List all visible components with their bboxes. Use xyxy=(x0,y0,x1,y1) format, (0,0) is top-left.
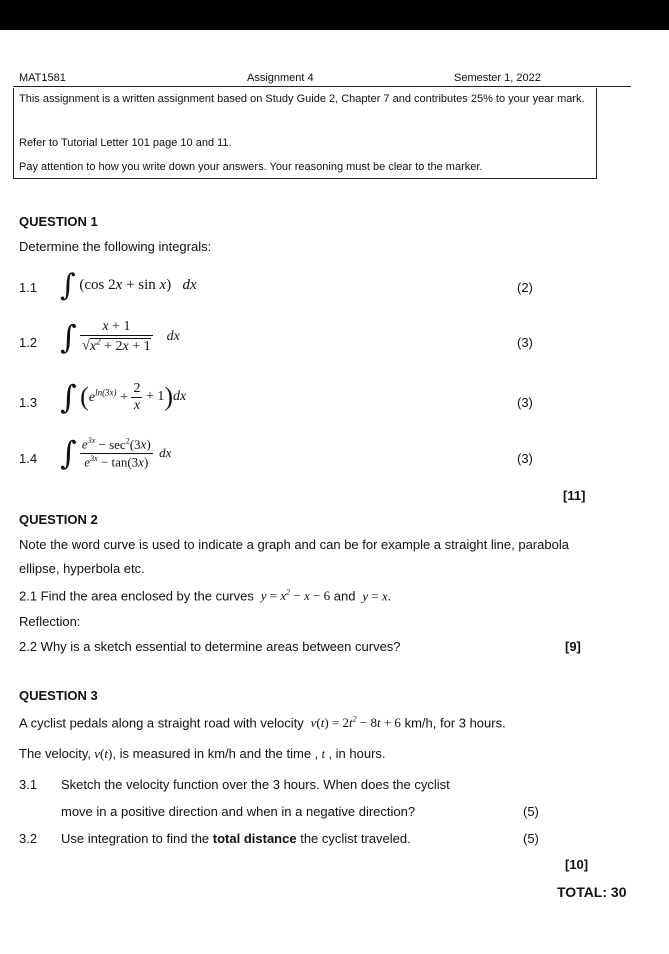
integral-1-4: ∫ $\frac{e^{3x} - \sec^2(3x)}{e^{3x} - \tan(3x)}$ dx xyxy=(60,434,172,472)
item-1-3-number: 1.3 xyxy=(19,395,38,410)
question-2-1-text: 2.1 Find the area enclosed by the curves xyxy=(19,588,254,604)
integral-sign-icon: ∫ xyxy=(60,318,77,356)
item-3-1-marks: (5) xyxy=(523,804,539,819)
question-2-2: 2.2 Why is a sketch essential to determine areas between curves? xyxy=(19,639,401,654)
item-1-1-number: 1.1 xyxy=(19,280,38,295)
question-3-title: QUESTION 3 xyxy=(19,688,98,703)
item-3-2-bold: total distance xyxy=(212,831,297,846)
item-1-2-marks: (3) xyxy=(517,335,533,350)
item-1-1-marks: (2) xyxy=(517,280,533,295)
question-3-total: [10] xyxy=(565,857,589,872)
grand-total: TOTAL: 30 xyxy=(557,884,627,900)
item-3-2-marks: (5) xyxy=(523,831,539,846)
question-2-title: QUESTION 2 xyxy=(19,512,98,527)
instruction-line-1: This assignment is a written assignment based on Study Guide 2, Chapter 7 and contributes 25% to your year mark. xyxy=(19,93,585,105)
question-2-1-and: and xyxy=(333,588,356,604)
assignment-title: Assignment 4 xyxy=(247,72,314,84)
item-1-3-marks: (3) xyxy=(517,395,533,410)
item-3-1-line-1: Sketch the velocity function over the 3 hours. When does the cyclist xyxy=(61,777,450,792)
item-3-2-text xyxy=(61,831,411,846)
semester: Semester 1, 2022 xyxy=(454,72,541,84)
header-rule xyxy=(13,86,631,87)
top-black-bar xyxy=(0,0,669,30)
integral-sign-icon: ∫ xyxy=(60,434,77,472)
integral-1-1: ∫ (cos 2x + sin x) dx xyxy=(60,268,197,303)
velocity-text-b: , is measured in km/h and the time , xyxy=(112,746,319,761)
item-1-4-number: 1.4 xyxy=(19,451,38,466)
question-2-note-line-1: Note the word curve is used to indicate a graph and can be for example a straight line, parabola xyxy=(19,537,569,552)
reflection-label: Reflection: xyxy=(19,614,81,629)
integral-1-2: ∫ $\frac{x + 1}{√x^2 + 2x + 1}$ dx xyxy=(60,318,180,356)
velocity-text-c: , in hours. xyxy=(328,746,386,761)
item-1-4-marks: (3) xyxy=(517,451,533,466)
question-2-note-line-2: ellipse, hyperbola etc. xyxy=(19,561,145,576)
instruction-line-2: Refer to Tutorial Letter 101 page 10 and 11. xyxy=(19,137,232,149)
question-3-intro-text: A cyclist pedals along a straight road with velocity xyxy=(19,715,304,731)
integral-sign-icon: ∫ xyxy=(60,268,76,303)
question-3-intro-units: km/h, for 3 hours. xyxy=(404,715,506,731)
question-1-prompt: Determine the following integrals: xyxy=(19,239,212,254)
integral-1-3: ∫ ($e^{ln(3x)}$ + $\frac{2}{x}$ + 1)dx xyxy=(60,378,187,416)
integral-sign-icon: ∫ xyxy=(60,378,77,416)
question-3-intro: A cyclist pedals along a straight road with velocity $v(t) = 2t^2 - 8t + 6$ km/h, for 3 hours. xyxy=(19,715,506,731)
item-3-2-number: 3.2 xyxy=(19,831,38,846)
question-1-title: QUESTION 1 xyxy=(19,214,98,229)
question-2-1: 2.1 Find the area enclosed by the curves $y = x^2 - x - 6$ and y = x. xyxy=(19,588,391,604)
item-3-1-number: 3.1 xyxy=(19,777,38,792)
item-3-2-pre: Use integration to find the xyxy=(61,831,210,846)
item-3-2-post: the cyclist traveled. xyxy=(300,831,411,846)
question-1-total: [11] xyxy=(563,488,586,503)
question-2-total: [9] xyxy=(565,639,581,654)
instructions-box xyxy=(13,88,597,179)
question-3-velocity-line: The velocity, v(t), is measured in km/h and the time , t , in hours. xyxy=(19,746,386,761)
item-1-2-number: 1.2 xyxy=(19,335,38,350)
velocity-text-a: The velocity, xyxy=(19,746,92,761)
instruction-line-3: Pay attention to how you write down your answers. Your reasoning must be clear to the marker. xyxy=(19,161,483,173)
item-3-1-line-2: move in a positive direction and when in a negative direction? xyxy=(61,804,416,819)
course-code: MAT1581 xyxy=(19,72,66,84)
